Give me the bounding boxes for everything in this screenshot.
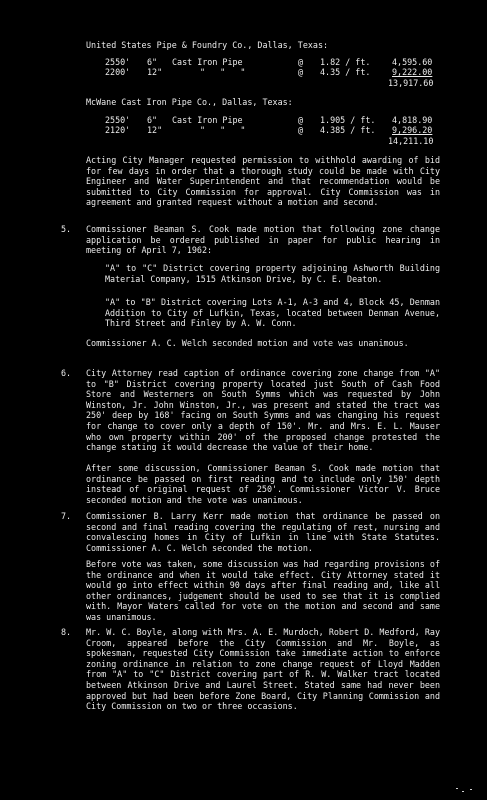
bid-desc: " " " [200, 125, 246, 135]
item-6-intro: City Attorney read caption of ordinance covering zone change from "A" to "B" District covering property located just South of Cash Food Store and Westerners on South Symms which was requested by John Winston, Jr. John Winston, Jr., was present and stated the tract was 250' deep by 168' facing on South Symms and was changing his request for change to cover only a depth of 150'. Mr. and Mrs. E. L. Mauser who own property within 200' of the proposed change protested the change stating it would decrease the value of their home. [86, 368, 440, 453]
bid-price: 1.905 / ft. [320, 115, 376, 125]
scan-speck [462, 791, 464, 792]
bid-at: @ [298, 57, 304, 67]
bid-company-1: United States Pipe & Foundry Co., Dallas, Texas: [86, 40, 329, 50]
bid-qty: 2200' [105, 67, 131, 77]
item-number: 6. [61, 368, 72, 378]
bid-size: 12" [147, 125, 163, 135]
bid-sum: 13,917.60 [388, 78, 434, 88]
scan-speck [470, 789, 472, 790]
item-number: 7. [61, 511, 72, 521]
bid-price: 4.385 / ft. [320, 125, 376, 135]
bid-at: @ [298, 115, 304, 125]
item-number: 5. [61, 224, 72, 234]
bid-qty: 2120' [105, 125, 131, 135]
item-6-after: After some discussion, Commissioner Beaman S. Cook made motion that ordinance be passed on first reading and to include only 150' depth instead of original request of 250'. Commissioner Victor V. Bruce seconded motion and the vote was unanimous. [86, 463, 440, 505]
bid-price: 1.82 / ft. [320, 57, 371, 67]
bid-row [0, 125, 487, 136]
item-5-sub-2: "A" to "B" District covering Lots A-1, A-3 and 4, Block 45, Denman Addition to City of Lufkin, Texas, located between Denman Avenue, Third Street and Finley by A. W. Conn. [105, 297, 440, 329]
bid-at: @ [298, 125, 304, 135]
item-5-sub-1: "A" to "C" District covering property adjoining Ashworth Building Material Company, 1515 Atkinson Drive, by C. E. Deaton. [105, 263, 440, 284]
bid-size: 6" [147, 115, 158, 125]
item-7-intro: Commissioner B. Larry Kerr made motion that ordinance be passed on second and final reading covering the regulating of rest, nursing and convalescing homes in City of Lufkin in line with State Statutes. Commissioner A. C. Welch seconded the motion. [86, 511, 440, 553]
bid-price: 4.35 / ft. [320, 67, 371, 77]
bid-total: 9,222.00 [392, 67, 433, 77]
bid-size: 12" [147, 67, 163, 77]
bid-company-2: McWane Cast Iron Pipe Co., Dallas, Texas: [86, 97, 293, 107]
item-7-after: Before vote was taken, some discussion was had regarding provisions of the ordinance and when it would take effect. City Attorney stated it would go into effect within 90 days after final reading and, like all other ordinances, judgement should be used to see that it is complied with. Mayor Waters called for vote on the motion and second and same was unanimous. [86, 559, 440, 622]
bid-total: 4,595.60 [392, 57, 433, 67]
bid-desc: " " " [200, 67, 246, 77]
bid-qty: 2550' [105, 57, 131, 67]
bid-at: @ [298, 67, 304, 77]
scan-speck [456, 788, 458, 789]
bid-total: 4,818.90 [392, 115, 433, 125]
bid-size: 6" [147, 57, 158, 67]
bid-total: 9,296.20 [392, 125, 433, 135]
bid-note: Acting City Manager requested permission to withhold awarding of bid for few days in order that a thorough study could be made with City Engineer and Water Superintendent and that recommendation would be submitted to City Commission for approval. City Commission was in agreement and granted request without a motion and second. [86, 155, 440, 208]
item-5-intro: Commissioner Beaman S. Cook made motion that following zone change application be ordered published in paper for public hearing in meeting of April 7, 1962: [86, 224, 440, 256]
item-number: 8. [61, 627, 72, 637]
item-8-intro: Mr. W. C. Boyle, along with Mrs. A. E. Murdoch, Robert D. Medford, Ray Croom, appeared before the City Commission and Mr. Boyle, as spokesman, requested City Commission take immediate action to enforce zoning ordinance in relation to zone change request of Lloyd Madden from "A" to "C" District covering part of R. W. Walker tract located between Atkinson Drive and Laurel Street. Stated same had never been approved but had been before Zone Board, City Planning Commission and City Commission on two or three occasions. [86, 627, 440, 712]
bid-row [0, 67, 487, 78]
item-5-after: Commissioner A. C. Welch seconded motion and vote was unanimous. [86, 338, 409, 348]
bid-sum: 14,211.10 [388, 136, 434, 146]
bid-qty: 2550' [105, 115, 131, 125]
bid-desc: Cast Iron Pipe [172, 115, 243, 125]
bid-desc: Cast Iron Pipe [172, 57, 243, 67]
